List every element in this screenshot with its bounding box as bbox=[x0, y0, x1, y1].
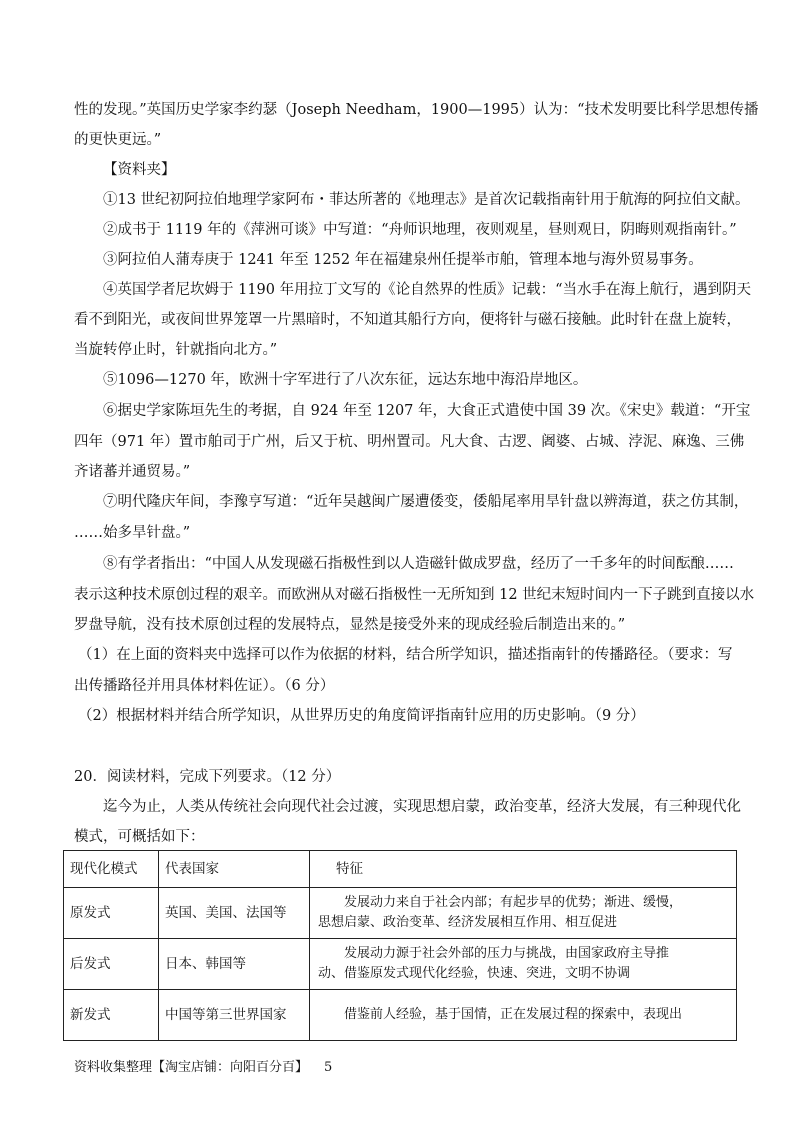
feature-line: 发展动力源于社会外部的压力与挑战，由国家政府主导推 bbox=[344, 946, 670, 961]
question-2: （2）根据材料并结合所学知识，从世界历史的角度简评指南针应用的历史影响。（9 分） bbox=[78, 708, 645, 724]
feature-line: 思想启蒙、政治变革、经济发展相互作用、相互促进 bbox=[318, 915, 618, 930]
table-cell-feature bbox=[310, 888, 737, 939]
question-20-intro-cont: 模式，可概括如下： bbox=[74, 829, 205, 845]
question-1-cont: 出传播路径并用具体材料佐证）。（6 分） bbox=[74, 678, 335, 694]
table-header-cell: 现代化模式 bbox=[64, 851, 159, 888]
material-2: ②成书于 1119 年的《萍洲可谈》中写道：“舟师识地理，夜则观星，昼则观日，阴晦则观指南针。” bbox=[103, 222, 737, 238]
modernization-table bbox=[63, 850, 737, 1041]
table-cell-mode: 新发式 bbox=[64, 990, 159, 1041]
material-6: ⑥据史学家陈垣先生的考据，自 924 年至 1207 年，大食正式遣使中国 39 次。《宋史》载道：“开宝 bbox=[103, 403, 751, 419]
table-cell-countries: 中国等第三世界国家 bbox=[159, 990, 310, 1041]
section-heading-folder: 【资料夹】 bbox=[103, 162, 176, 178]
material-8-cont: 表示这种技术原创过程的艰辛。而欧洲从对磁石指极性一无所知到 12 世纪末短时间内一下子跳到直接以水 bbox=[74, 587, 755, 603]
table-cell-countries: 英国、美国、法国等 bbox=[159, 888, 310, 939]
text-line: 性的发现。”英国历史学家李约瑟（Joseph Needham，1900—1995）认为：“技术发明要比科学思想传播 bbox=[74, 102, 759, 118]
material-4: ④英国学者尼坎姆于 1190 年用拉丁文写的《论自然界的性质》记载：“当水手在海上航行，遇到阴天 bbox=[103, 282, 752, 298]
table-row bbox=[64, 939, 737, 990]
feature-line: 借鉴前人经验，基于国情，正在发展过程的探索中，表现出 bbox=[344, 1007, 683, 1022]
material-6-cont: 四年（971 年）置市舶司于广州，后又于杭、明州置司。凡大食、古逻、阇婆、占城、浡泥、麻逸、三佛 bbox=[74, 434, 745, 450]
material-5: ⑤1096—1270 年，欧洲十字军进行了八次东征，远达东地中海沿岸地区。 bbox=[103, 372, 588, 388]
material-4-cont: 当旋转停止时，针就指向北方。” bbox=[74, 342, 278, 358]
question-20-title: 20．阅读材料，完成下列要求。（12 分） bbox=[74, 769, 341, 785]
question-1: （1）在上面的资料夹中选择可以作为依据的材料，结合所学知识，描述指南针的传播路径。（要求：写 bbox=[78, 647, 733, 663]
page-footer bbox=[74, 1056, 332, 1075]
table-header-cell: 特征 bbox=[310, 851, 737, 888]
feature-line: 动、借鉴原发式现代化经验，快速、突进，文明不协调 bbox=[318, 966, 631, 981]
table-cell-mode: 原发式 bbox=[64, 888, 159, 939]
footer-source: 资料收集整理【淘宝店铺：向阳百分百】 bbox=[74, 1060, 309, 1075]
material-6-cont: 齐诸蕃并通贸易。” bbox=[74, 464, 191, 480]
table-cell-feature bbox=[310, 990, 737, 1041]
table-header-row bbox=[64, 851, 737, 888]
feature-line: 发展动力来自于社会内部；有起步早的优势；渐进、缓慢， bbox=[344, 895, 683, 910]
table-row bbox=[64, 990, 737, 1041]
material-7-cont: ……始多旱针盘。” bbox=[74, 525, 191, 541]
material-3: ③阿拉伯人蒲寿庚于 1241 年至 1252 年在福建泉州任提举市舶，管理本地与海外贸易事务。 bbox=[103, 252, 703, 268]
table-cell-mode: 后发式 bbox=[64, 939, 159, 990]
material-8: ⑧有学者指出：“中国人从发现磁石指极性到以人造磁针做成罗盘，经历了一千多年的时间酝酿…… bbox=[103, 556, 734, 572]
table-cell-feature bbox=[310, 939, 737, 990]
table-row bbox=[64, 888, 737, 939]
question-20-intro: 迄今为止，人类从传统社会向现代社会过渡，实现思想启蒙，政治变革，经济大发展，有三种现代化 bbox=[103, 799, 741, 815]
text-line: 的更快更远。” bbox=[74, 132, 162, 148]
material-4-cont: 看不到阳光，或夜间世界笼罩一片黑暗时，不知道其船行方向，便将针与磁石接触。此时针在盘上旋转， bbox=[74, 312, 741, 328]
table-header-cell: 代表国家 bbox=[159, 851, 310, 888]
page-number: 5 bbox=[324, 1060, 333, 1075]
material-1: ①13 世纪初阿拉伯地理学家阿布・菲达所著的《地理志》是首次记载指南针用于航海的阿拉伯文献。 bbox=[103, 192, 750, 208]
material-7: ⑦明代隆庆年间，李豫亨写道：“近年吴越闽广屡遭倭变，倭船尾率用旱针盘以辨海道，获之仿其制， bbox=[103, 494, 749, 510]
table-cell-countries: 日本、韩国等 bbox=[159, 939, 310, 990]
material-8-cont: 罗盘导航，没有技术原创过程的发展特点，显然是接受外来的现成经验后制造出来的。” bbox=[74, 617, 626, 633]
